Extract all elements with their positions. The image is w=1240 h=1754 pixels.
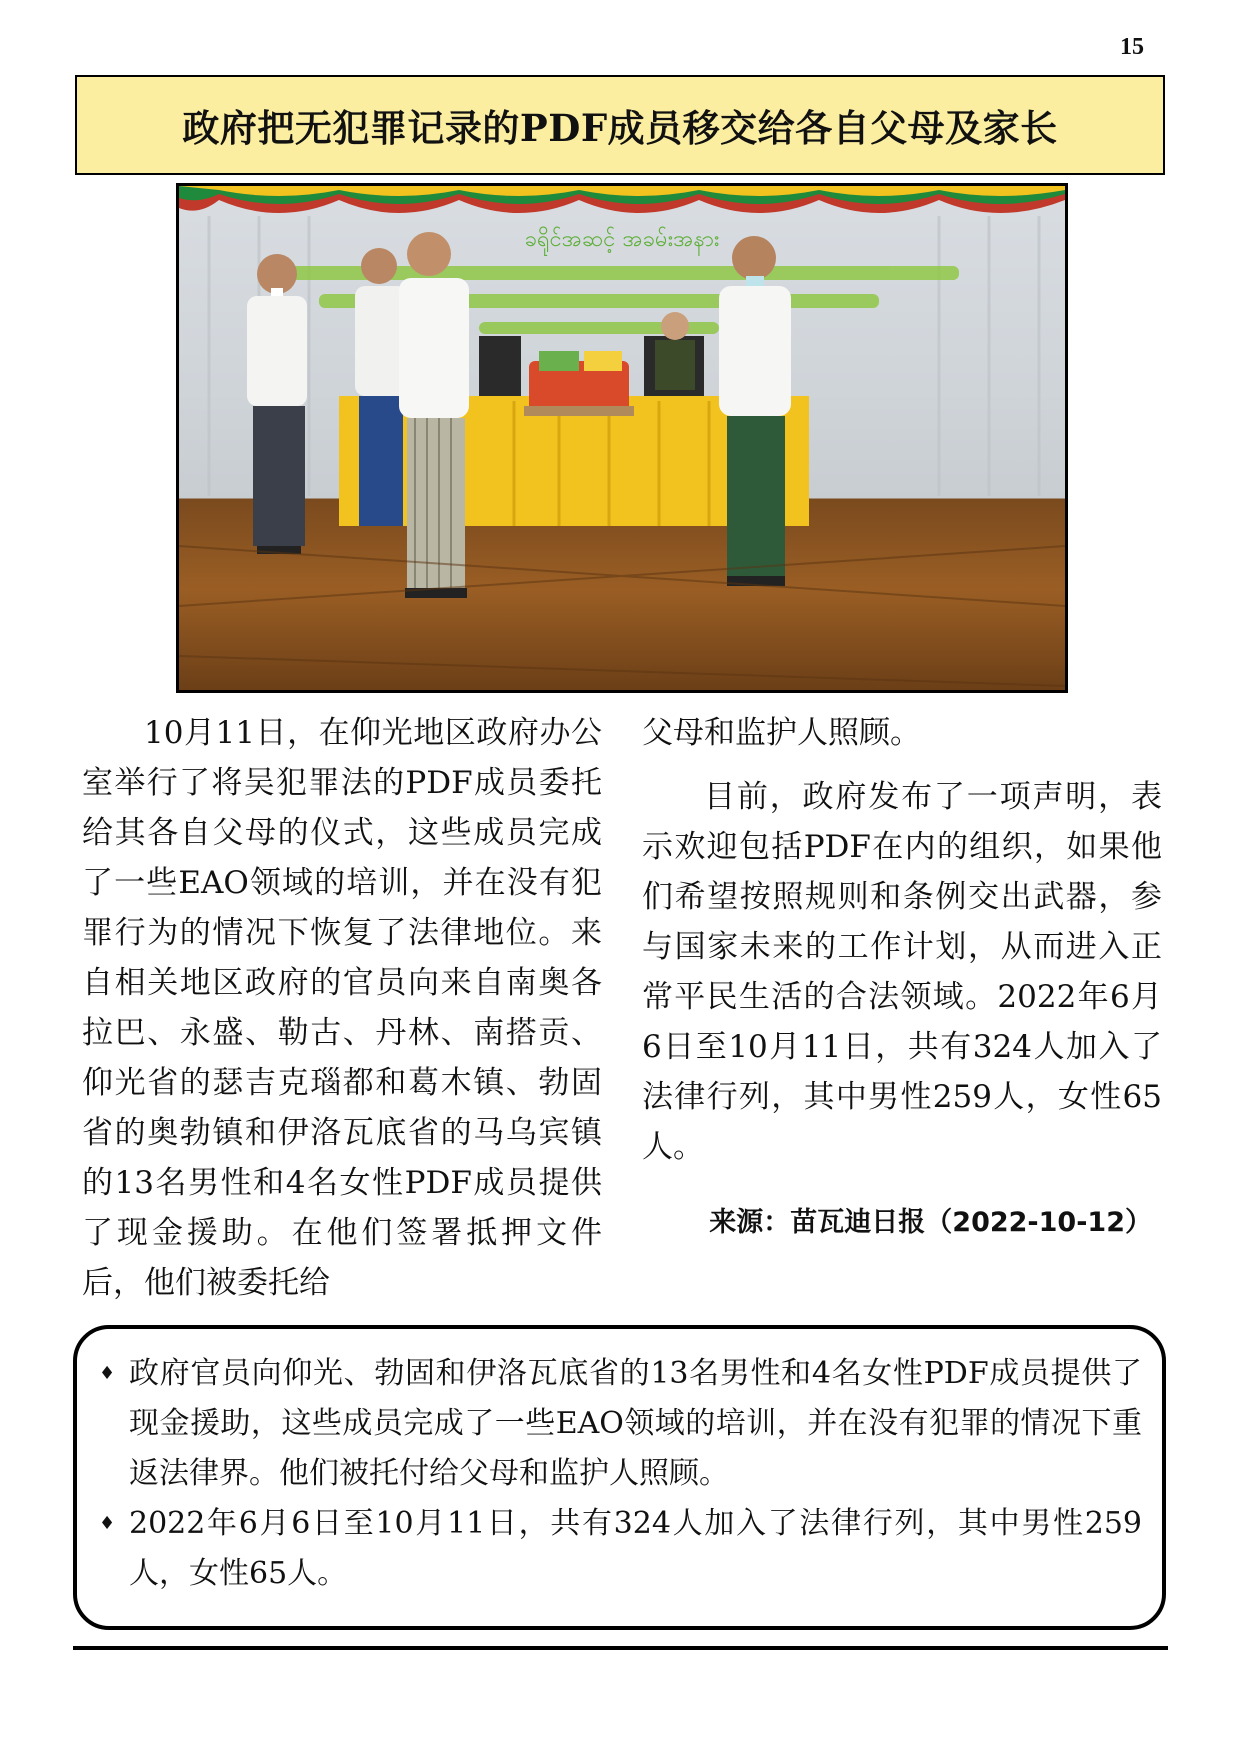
summary-item-text: 2022年6月6日至10月11日，共有324人加入了法律行列，其中男性259人，女性65人。	[129, 1506, 1142, 1591]
article-paragraph-2: 目前，政府发布了一项声明，表示欢迎包括PDF在内的组织，如果他们希望按照规则和条例交出武器，参与国家未来的工作计划，从而进入正常平民生活的合法领域。2022年6月6日至10月11日，共有324人加入了法律行列，其中男性259人，女性65人。	[642, 779, 1162, 1165]
title-box	[75, 75, 1165, 175]
page-number: 15	[1120, 34, 1144, 60]
bottom-divider	[73, 1646, 1168, 1650]
article-column-left: 10月11日，在仰光地区政府办公室举行了将吴犯罪法的PDF成员委托给其各自父母的仪式，这些成员完成了一些EAO领域的培训，并在没有犯罪行为的情况下恢复了法律地位。来自相关地区政府的官员向来自南奥各拉巴、永盛、勒古、丹林、南搭贡、仰光省的瑟吉克瑙都和葛木镇、勃固省的奥勃镇和伊洛瓦底省的马乌宾镇的13名男性和4名女性PDF成员提供了现金援助。在他们签署抵押文件后，他们被委托给	[82, 715, 602, 1301]
diamond-bullet-icon: ♦	[99, 1513, 116, 1534]
photo-banner-text: ခရိုင်အဆင့် အခမ်းအနား	[524, 227, 720, 252]
article-column-right	[642, 708, 1162, 1172]
summary-item-1	[99, 1349, 1142, 1499]
summary-item-2	[99, 1499, 1142, 1599]
ceremony-photo-icon	[179, 186, 1065, 690]
diamond-bullet-icon: ♦	[99, 1363, 116, 1384]
source-citation: 来源：苗瓦迪日报（2022-10-12）	[709, 1207, 1152, 1238]
summary-item-text: 政府官员向仰光、勃固和伊洛瓦底省的13名男性和4名女性PDF成员提供了现金援助，这些成员完成了一些EAO领域的培训，并在没有犯罪的情况下重返法律界。他们被托付给父母和监护人照顾。	[129, 1356, 1142, 1491]
page-title: 政府把无犯罪记录的PDF成员移交给各自父母及家长	[182, 106, 1058, 150]
summary-box	[73, 1325, 1166, 1630]
ceremony-photo	[176, 183, 1068, 693]
summary-list	[99, 1349, 1142, 1599]
article-continuation: 父母和监护人照顾。	[642, 715, 921, 751]
